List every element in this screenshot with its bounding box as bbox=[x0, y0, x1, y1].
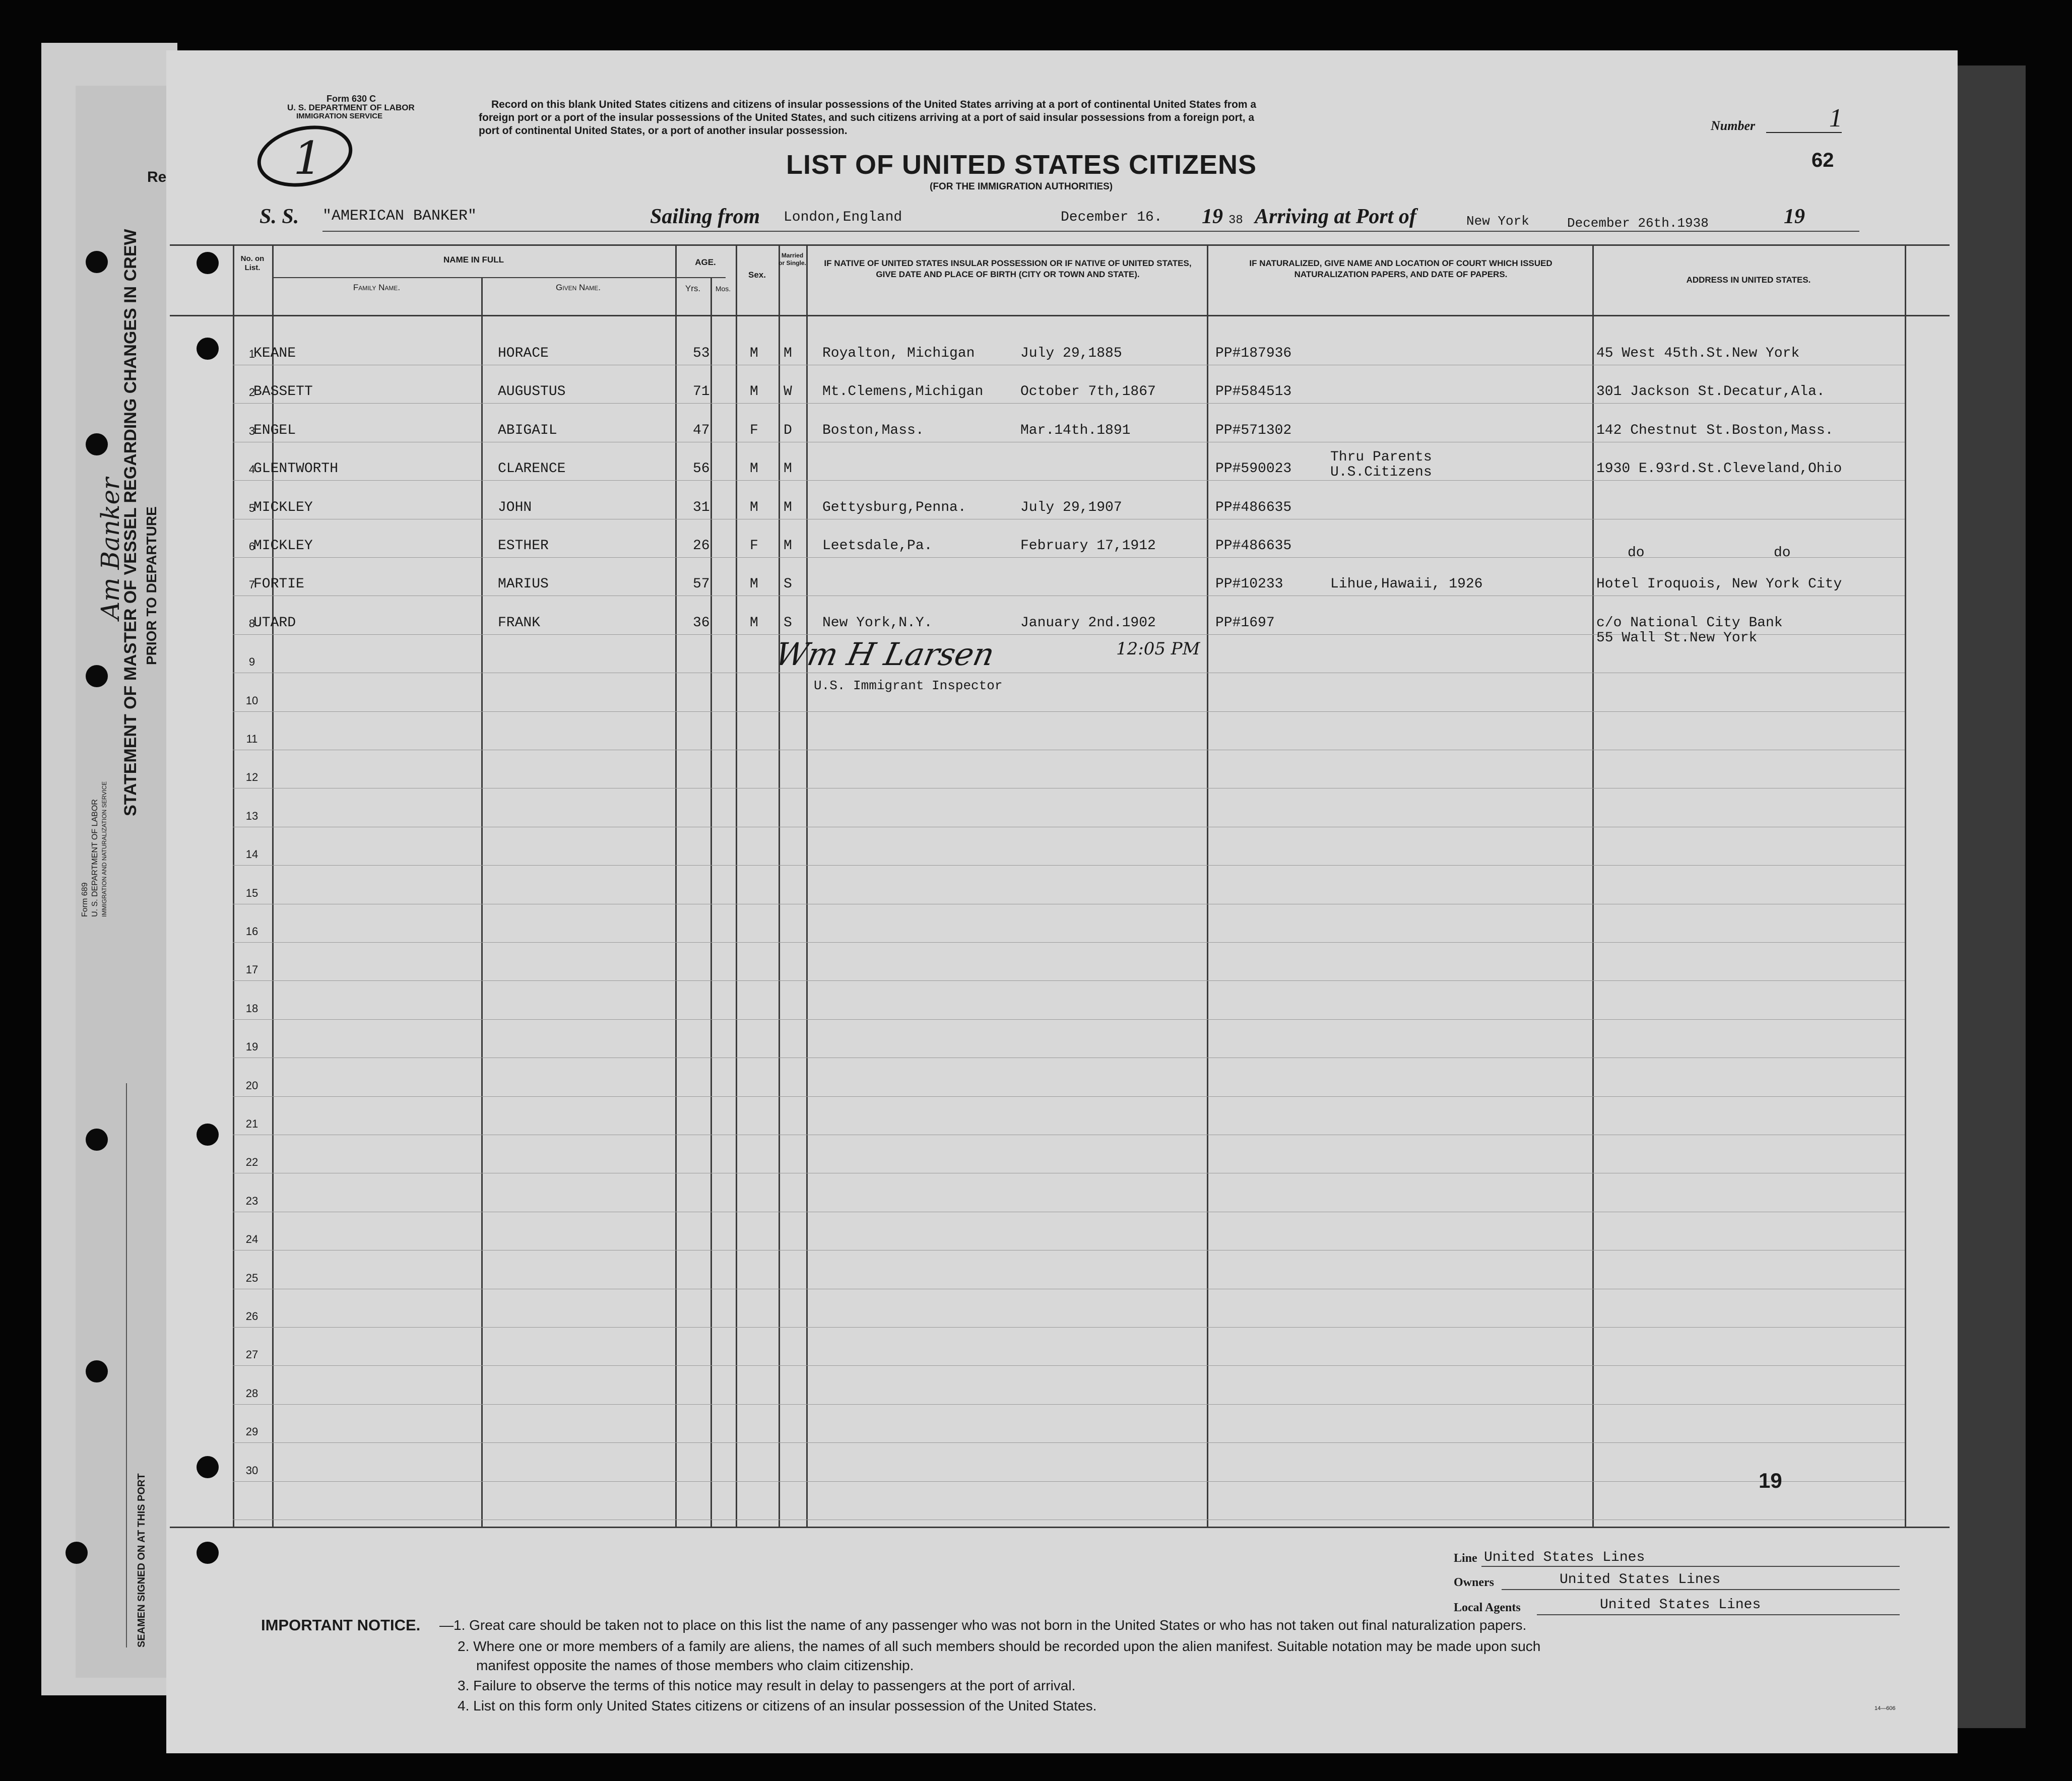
number-value: 1 bbox=[1829, 104, 1842, 133]
header-sex: Sex. bbox=[748, 270, 766, 280]
row-divider bbox=[233, 1404, 1905, 1405]
birth-date-cell: January 2nd.1902 bbox=[1020, 615, 1156, 631]
family-name-cell: GLENTWORTH bbox=[253, 461, 339, 477]
marital-status-cell: M bbox=[784, 461, 792, 477]
given-name-cell: ABIGAIL bbox=[498, 422, 557, 438]
table-header-bottom bbox=[170, 315, 1950, 316]
address-cell: 1930 E.93rd.St.Cleveland,Ohio bbox=[1596, 461, 1842, 477]
given-name-cell: FRANK bbox=[498, 615, 541, 631]
header-given-name: Given Name. bbox=[556, 283, 601, 292]
row-number: 12 bbox=[245, 771, 258, 784]
header-birth: IF NATIVE OF UNITED STATES INSULAR POSSESSION OR IF NATIVE OF UNITED STATES, GIVE DATE AND PLACE OF BIRTH (CITY OR TOWN AND STATE). bbox=[824, 258, 1192, 279]
row-divider bbox=[233, 865, 1905, 866]
marital-status-cell: M bbox=[784, 346, 792, 361]
row-divider bbox=[233, 1365, 1905, 1366]
row-number: 18 bbox=[245, 1002, 258, 1015]
address-cell: Hotel Iroquois, New York City bbox=[1596, 576, 1842, 592]
sex-cell: M bbox=[750, 615, 758, 631]
given-name-cell: MARIUS bbox=[498, 576, 549, 592]
notice-2b: manifest opposite the names of those members who claim citizenship. bbox=[476, 1658, 914, 1673]
row-number: 7 bbox=[248, 578, 255, 591]
given-name-cell: AUGUSTUS bbox=[498, 384, 566, 400]
address-cell-2: 55 Wall St.New York bbox=[1596, 630, 1758, 646]
page-number: 62 bbox=[1811, 149, 1834, 171]
punch-hole bbox=[86, 665, 108, 687]
sex-cell: F bbox=[750, 422, 758, 438]
punch-hole bbox=[86, 1129, 108, 1151]
row-number: 3 bbox=[248, 424, 255, 437]
birthplace-cell: Mt.Clemens,Michigan bbox=[822, 384, 984, 400]
age-years-cell: 57 bbox=[693, 576, 710, 592]
address-cell-2: do bbox=[1774, 545, 1791, 561]
marital-status-cell: M bbox=[784, 499, 792, 515]
punch-hole bbox=[197, 252, 219, 274]
col-divider bbox=[481, 277, 483, 1527]
birth-date-cell: October 7th,1867 bbox=[1020, 384, 1156, 400]
arrival-year-prefix: 19 bbox=[1784, 205, 1805, 228]
line-label: Line bbox=[1454, 1552, 1477, 1565]
handwritten-number: 1 bbox=[293, 132, 322, 185]
row-number: 10 bbox=[245, 694, 258, 707]
row-number: 29 bbox=[245, 1425, 258, 1438]
document-subtitle: (FOR THE IMMIGRATION AUTHORITIES) bbox=[930, 181, 1113, 192]
naturalization-cell: PP#486635 bbox=[1215, 538, 1292, 554]
row-number: 17 bbox=[245, 963, 258, 976]
marital-status-cell: S bbox=[784, 615, 792, 631]
naturalization-cell: PP#1697 bbox=[1215, 615, 1275, 631]
scan-edge-shadow bbox=[1955, 65, 2026, 1728]
sailing-date: December 16. bbox=[1061, 210, 1162, 225]
side-divider bbox=[126, 1083, 127, 1647]
age-years-cell: 53 bbox=[693, 346, 710, 361]
arriving-port: New York bbox=[1466, 214, 1529, 229]
punch-hole bbox=[86, 251, 108, 273]
punch-hole bbox=[197, 1124, 219, 1146]
ship-name: "AMERICAN BANKER" bbox=[322, 208, 477, 225]
row-number: 23 bbox=[245, 1194, 258, 1207]
header-married: Married or Single. bbox=[779, 252, 806, 267]
punch-hole bbox=[86, 1360, 108, 1382]
address-cell: 301 Jackson St.Decatur,Ala. bbox=[1596, 384, 1825, 400]
row-divider bbox=[233, 942, 1905, 943]
col-divider bbox=[1207, 244, 1208, 1527]
header-age: AGE. bbox=[695, 257, 716, 267]
naturalization-cell: PP#486635 bbox=[1215, 499, 1292, 515]
side-form-dept: U. S. DEPARTMENT OF LABOR bbox=[91, 799, 99, 917]
col-divider bbox=[1592, 244, 1594, 1527]
row-number: 6 bbox=[248, 540, 255, 553]
sex-cell: M bbox=[750, 346, 758, 361]
line-underline bbox=[1481, 1566, 1900, 1567]
sex-cell: M bbox=[750, 576, 758, 592]
header-address: ADDRESS IN UNITED STATES. bbox=[1686, 275, 1811, 285]
notice-4: 4. List on this form only United States citizens or citizens of an insular possession of the United States. bbox=[458, 1698, 1097, 1713]
birthplace-cell: New York,N.Y. bbox=[822, 615, 933, 631]
row-divider bbox=[233, 403, 1905, 404]
header-underline bbox=[322, 231, 1859, 232]
agents-value: United States Lines bbox=[1600, 1597, 1761, 1613]
row-number: 5 bbox=[248, 501, 255, 514]
crew-statement-title: STATEMENT OF MASTER OF VESSEL REGARDING CHANGES IN CREW bbox=[121, 229, 140, 816]
notice-1: —1. Great care should be taken not to place on this list the name of any passenger who was not born in the United States or who has not taken out final naturalization papers. bbox=[439, 1617, 1527, 1633]
document-title: LIST OF UNITED STATES CITIZENS bbox=[786, 150, 1257, 180]
row-number: 26 bbox=[245, 1310, 258, 1323]
col-divider bbox=[675, 244, 677, 1527]
naturalization-cell: PP#10233 bbox=[1215, 576, 1283, 592]
header-family-name: Family Name. bbox=[353, 283, 401, 292]
marital-status-cell: D bbox=[784, 422, 792, 438]
sex-cell: M bbox=[750, 384, 758, 400]
given-name-cell: JOHN bbox=[498, 499, 532, 515]
age-years-cell: 26 bbox=[693, 538, 710, 554]
row-number: 4 bbox=[248, 463, 255, 476]
age-years-cell: 56 bbox=[693, 461, 710, 477]
record-text-2: foreign port or a port of the insular possessions of the United States, and such citizens arriving at a port of said insular possessions from a foreign port, a bbox=[479, 112, 1255, 123]
family-name-cell: MICKLEY bbox=[253, 538, 313, 554]
notice-3: 3. Failure to observe the terms of this notice may result in delay to passengers at the port of arrival. bbox=[458, 1678, 1076, 1693]
inspector-time: 12:05 PM bbox=[1116, 639, 1200, 659]
col-divider bbox=[806, 244, 808, 1527]
row-number: 19 bbox=[245, 1040, 258, 1053]
row-number: 24 bbox=[245, 1233, 258, 1246]
stamp-count: 19 bbox=[1759, 1469, 1782, 1492]
row-divider bbox=[233, 557, 1905, 558]
family-name-cell: UTARD bbox=[253, 615, 296, 631]
marital-status-cell: M bbox=[784, 538, 792, 554]
owners-label: Owners bbox=[1454, 1576, 1494, 1589]
birthplace-cell: Royalton, Michigan bbox=[822, 346, 975, 361]
naturalization-cell: PP#590023 bbox=[1215, 461, 1292, 477]
row-divider bbox=[233, 1481, 1905, 1482]
punch-hole bbox=[197, 1456, 219, 1478]
row-number: 11 bbox=[246, 733, 258, 745]
col-divider bbox=[233, 244, 234, 1527]
family-name-cell: BASSETT bbox=[253, 384, 313, 400]
arrival-date: December 26th.1938 bbox=[1567, 216, 1709, 231]
birth-date-cell: February 17,1912 bbox=[1020, 538, 1156, 554]
row-number: 27 bbox=[245, 1348, 258, 1361]
name-subheader-line bbox=[272, 277, 675, 278]
address-cell: do bbox=[1628, 545, 1645, 561]
given-name-cell: CLARENCE bbox=[498, 461, 566, 477]
year-prefix: 19 bbox=[1202, 205, 1223, 228]
address-cell: 45 West 45th.St.New York bbox=[1596, 346, 1800, 361]
punch-hole bbox=[197, 1542, 219, 1564]
header-name-in-full: NAME IN FULL bbox=[443, 255, 504, 265]
family-name-cell: ENGEL bbox=[253, 422, 296, 438]
notice-2a: 2. Where one or more members of a family are aliens, the names of all such members should be recorded upon the alien manifest. Suitable notation may be made upon such bbox=[458, 1638, 1541, 1654]
naturalization-note-cell: Thru Parents U.S.Citizens bbox=[1330, 449, 1432, 481]
sex-cell: M bbox=[750, 461, 758, 477]
side-form-service: IMMIGRATION AND NATURALIZATION SERVICE bbox=[101, 781, 108, 917]
row-number: 30 bbox=[245, 1464, 258, 1477]
age-years-cell: 47 bbox=[693, 422, 710, 438]
punch-hole bbox=[197, 338, 219, 360]
row-divider bbox=[233, 1019, 1905, 1020]
marital-status-cell: S bbox=[784, 576, 792, 592]
row-number: 15 bbox=[245, 886, 258, 899]
row-number: 16 bbox=[245, 925, 258, 938]
seamen-signed-label: SEAMEN SIGNED ON AT THIS PORT bbox=[136, 1473, 147, 1647]
side-form-label: Form 689 bbox=[81, 882, 89, 917]
row-divider bbox=[233, 980, 1905, 981]
row-number: 14 bbox=[245, 848, 258, 861]
family-name-cell: KEANE bbox=[253, 346, 296, 361]
birth-date-cell: July 29,1885 bbox=[1020, 346, 1122, 361]
address-cell: c/o National City Bank bbox=[1596, 615, 1783, 631]
underlying-edge-text: Re bbox=[147, 169, 167, 185]
handwritten-ship-name: Am Banker bbox=[96, 478, 125, 620]
col-divider bbox=[736, 244, 737, 1527]
number-label: Number bbox=[1711, 118, 1756, 133]
naturalization-cell: PP#584513 bbox=[1215, 384, 1292, 400]
sex-cell: F bbox=[750, 538, 758, 554]
birthplace-cell: Gettysburg,Penna. bbox=[822, 499, 966, 515]
given-name-cell: HORACE bbox=[498, 346, 549, 361]
crew-statement-subtitle: PRIOR TO DEPARTURE bbox=[144, 506, 159, 665]
header-naturalized: IF NATURALIZED, GIVE NAME AND LOCATION OF COURT WHICH ISSUED NATURALIZATION PAPERS, AND DATE OF PAPERS. bbox=[1249, 258, 1552, 279]
age-subheader-line bbox=[675, 277, 726, 278]
family-name-cell: FORTIE bbox=[253, 576, 304, 592]
punch-hole bbox=[66, 1542, 88, 1564]
print-code: 14—606 bbox=[1874, 1705, 1896, 1711]
header-yrs: Yrs. bbox=[685, 284, 701, 293]
row-number: 13 bbox=[245, 809, 258, 822]
address-cell: 142 Chestnut St.Boston,Mass. bbox=[1596, 422, 1834, 438]
birth-date-cell: Mar.14th.1891 bbox=[1020, 422, 1131, 438]
record-text-3: port of continental United States, or a port of another insular possession. bbox=[479, 125, 848, 137]
age-years-cell: 36 bbox=[693, 615, 710, 631]
col-divider bbox=[779, 244, 780, 1527]
naturalization-note-cell: Lihue,Hawaii, 1926 bbox=[1330, 576, 1483, 592]
row-number: 28 bbox=[245, 1387, 258, 1400]
sex-cell: M bbox=[750, 499, 758, 515]
arriving-label: Arriving at Port of bbox=[1255, 205, 1416, 228]
age-years-cell: 71 bbox=[693, 384, 710, 400]
row-divider bbox=[233, 711, 1905, 712]
family-name-cell: MICKLEY bbox=[253, 499, 313, 515]
owners-underline bbox=[1502, 1589, 1900, 1590]
col-divider bbox=[1905, 244, 1906, 1527]
naturalization-cell: PP#187936 bbox=[1215, 346, 1292, 361]
agents-underline bbox=[1537, 1614, 1900, 1615]
header-no: No. on List. bbox=[240, 254, 265, 272]
owners-value: United States Lines bbox=[1560, 1572, 1721, 1588]
birthplace-cell: Leetsdale,Pa. bbox=[822, 538, 933, 554]
row-divider bbox=[233, 1096, 1905, 1097]
row-number: 9 bbox=[248, 655, 255, 669]
passenger-list-page bbox=[166, 50, 1958, 1753]
form-dept: U. S. DEPARTMENT OF LABOR bbox=[287, 103, 415, 112]
row-divider bbox=[233, 1327, 1905, 1328]
row-number: 22 bbox=[245, 1156, 258, 1169]
table-bottom-border bbox=[170, 1527, 1950, 1528]
notice-title: IMPORTANT NOTICE. bbox=[261, 1616, 421, 1634]
col-divider bbox=[710, 277, 712, 1527]
birthplace-cell: Boston,Mass. bbox=[822, 422, 924, 438]
row-number: 21 bbox=[245, 1117, 258, 1130]
header-mos: Mos. bbox=[715, 285, 731, 293]
form-service: IMMIGRATION SERVICE bbox=[296, 112, 383, 120]
row-number: 25 bbox=[245, 1271, 258, 1284]
sailing-label: Sailing from bbox=[650, 205, 760, 228]
row-number: 8 bbox=[248, 617, 255, 630]
naturalization-cell: PP#571302 bbox=[1215, 422, 1292, 438]
sailing-from: London,England bbox=[784, 210, 902, 225]
inspector-title: U.S. Immigrant Inspector bbox=[814, 678, 1003, 693]
line-value: United States Lines bbox=[1484, 1550, 1645, 1565]
punch-hole bbox=[86, 433, 108, 455]
inspector-signature: Wm H Larsen bbox=[772, 636, 998, 673]
given-name-cell: ESTHER bbox=[498, 538, 549, 554]
row-number: 2 bbox=[248, 386, 255, 399]
table-top-border bbox=[170, 244, 1950, 246]
row-number: 1 bbox=[248, 348, 255, 360]
form-id: Form 630 C bbox=[327, 94, 376, 104]
year-suffix: 38 bbox=[1228, 214, 1243, 227]
agents-label: Local Agents bbox=[1454, 1601, 1521, 1614]
ship-label: S. S. bbox=[260, 205, 299, 228]
row-number: 20 bbox=[245, 1079, 258, 1092]
marital-status-cell: W bbox=[784, 384, 792, 400]
row-divider bbox=[233, 1442, 1905, 1443]
row-divider bbox=[233, 480, 1905, 481]
age-years-cell: 31 bbox=[693, 499, 710, 515]
record-text-1: Record on this blank United States citizens and citizens of insular possessions of the United States arriving at a port of continental United States from a bbox=[491, 99, 1257, 110]
birth-date-cell: July 29,1907 bbox=[1020, 499, 1122, 515]
